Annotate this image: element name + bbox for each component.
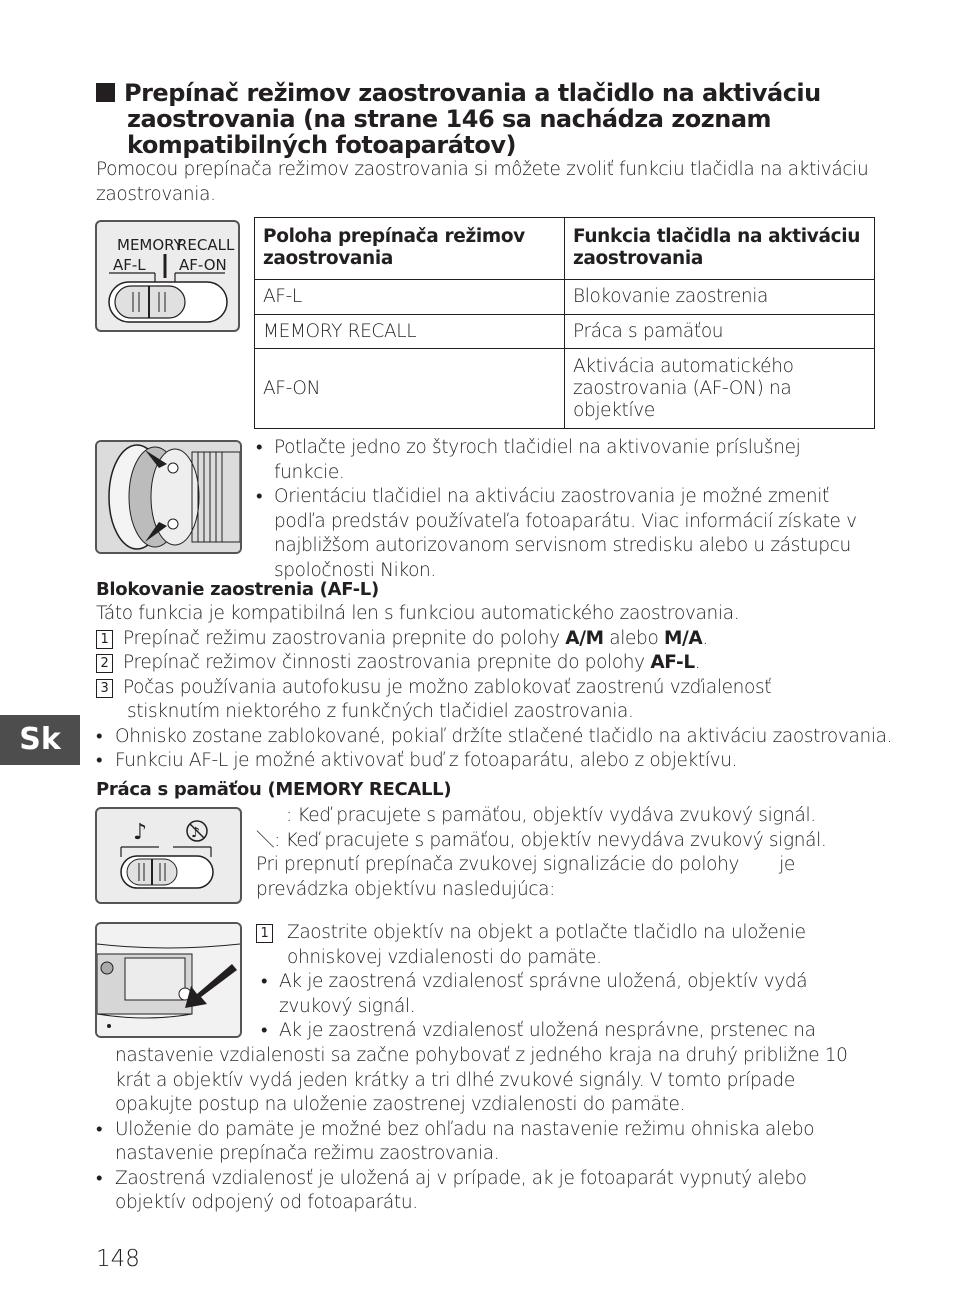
lens-memory-illustration-icon: [97, 924, 240, 1036]
focus-mode-table: [254, 217, 875, 429]
step-2: 2 Prepínač režimov činnosti zaostrovania prepnite do polohy AF-L.: [96, 651, 896, 676]
sound-on-icon: ♪: [133, 820, 148, 845]
focus-mode-switch-figure: [95, 220, 240, 332]
table-header-position: Poloha prepínača režimov zaostrovania: [255, 218, 565, 280]
step-1: 1 Prepínač režimu zaostrovania prepnite do polohy A/M alebo M/A.: [96, 627, 896, 652]
switch-label-afon: AF-ON: [179, 256, 227, 274]
svg-text:♪: ♪: [191, 825, 200, 841]
focus-switch-illustration-icon: [97, 222, 238, 330]
afl-title: Blokovanie zaostrenia (AF-L): [96, 579, 379, 600]
focus-buttons-figure: [95, 440, 242, 554]
list-item: • Uloženie do pamäte je možné bez ohľadu na nastavenie režimu ohniska alebo nastavenie prepínača režimu zaostrovania.: [96, 1118, 815, 1164]
memory-sound-text: : Keď pracujete s pamäťou, objektív vydáva zvukový signál. ＼: Keď pracujete s pamäťou, objektív nevydáva zvukový signál. Pri prepnutí prepínača zvukovej signalizácie do polohy je prevádzka objektívu nasledujúca:: [256, 805, 827, 900]
sound-switch-figure: [95, 807, 242, 904]
memory-steps: 1 Zaostrite objektív na objekt a potlačte tlačidlo na uloženie ohniskovej vzdialenosti do pamäte. • Ak je zaostrená vzdialenosť správne uložená, objektív vydá zvukový signál. • Ak je zaostrená vzdialenosť uložená nesprávne, prstenec na: [256, 921, 876, 1044]
page-number: 148: [96, 1246, 140, 1272]
sound-switch-illustration-icon: [97, 809, 240, 902]
switch-label-recall: RECALL: [177, 236, 235, 254]
lens-buttons-illustration-icon: [97, 442, 240, 552]
list-item: • Orientáciu tlačidiel na aktiváciu zaostrovania je možné zmeniť podľa predstáv používateľa fotoaparátu. Viac informácií získate v najbližšom autorizovanom servisnom stredisku alebo u zástupcu spoločnosti Nikon.: [256, 486, 857, 581]
list-item: • Zaostrená vzdialenosť je uložená aj v prípade, ak je fotoaparát vypnutý alebo objektív odpojený od fotoaparátu.: [96, 1167, 807, 1213]
sound-off-icon: [187, 821, 207, 841]
afl-section: Táto funkcia je kompatibilná len s funkciou automatického zaostrovania. 1 Prepínač režimu zaostrovania prepnite do polohy A/M alebo M/A. 2 Prepínač režimov činnosti zaostrovania prepnite do polohy AF-L. 3 Počas používania autofokusu je možno zablokovať zaostrenú vzďialenosť stisknutím niektorého z funkčných tlačidiel zaostrovania. • Ohnisko zostane zablokované, pokiaľ držíte stlačené tlačidlo na aktiváciu zaostrovania. • Funkciu AF-L je možné aktivovať buď z fotoaparátu, alebo z objektívu.: [96, 602, 896, 774]
button-notes: [256, 436, 876, 583]
list-item: • Ohnisko zostane zablokované, pokiaľ držíte stlačené tlačidlo na aktiváciu zaostrovania.: [96, 725, 893, 747]
list-item: • Funkciu AF-L je možné aktivovať buď z fotoaparátu, alebo z objektívu.: [96, 750, 738, 771]
table-header-function: Funkcia tlačidla na aktiváciu zaostrovania: [565, 218, 875, 280]
language-tab: Sk: [0, 715, 80, 765]
table-row: MEMORY RECALL Práca s pamäťou: [255, 315, 875, 349]
sound-off-indicator-icon: ＼: [256, 829, 275, 851]
memory-title: Práca s pamäťou (MEMORY RECALL): [96, 779, 452, 800]
list-item: • Potlačte jedno zo štyroch tlačidiel na aktivovanie príslušnej funkcie.: [256, 437, 801, 483]
switch-label-afl: AF-L: [113, 256, 146, 274]
switch-label-memory: MEMORY: [117, 236, 183, 254]
square-bullet-icon: [96, 83, 115, 102]
list-item: • Ak je zaostrená vzdialenosť správne uložená, objektív vydá zvukový signál.: [261, 971, 808, 1017]
table-row: AF-L Blokovanie zaostrenia: [255, 280, 875, 315]
memory-step-1: 1 Zaostrite objektív na objekt a potlačte tlačidlo na uloženie: [256, 921, 876, 946]
memory-continuation: nastavenie vzdialenosti sa začne pohybovať z jedného kraja na druhý približne 10 krát a objektív vydá jeden krátky a tri dlhé zvukové signály. V tomto prípade opakujte postup na uloženie zaostrenej vzdialenosti do pamäte. • Uloženie do pamäte je možné bez ohľadu na nastavenie režimu ohniska alebo nastavenie prepínača režimu zaostrovania. • Zaostrená vzdialenosť je uložená aj v prípade, ak je fotoaparát vypnutý alebo objektív odpojený od fotoaparátu.: [96, 1044, 886, 1216]
section-title: Prepínač režimov zaostrovania a tlačidlo na aktiváciu zaostrovania (na strane 146 sa nachádza zoznam kompatibilných fotoaparátov): [96, 80, 821, 158]
table-row: AF-ON Aktivácia automatického zaostrovania (AF-ON) na objektíve: [255, 349, 875, 429]
step-3: 3 Počas používania autofokusu je možno zablokovať zaostrenú vzďialenosť: [96, 676, 896, 701]
memory-button-figure: [95, 922, 242, 1038]
list-item: • Ak je zaostrená vzdialenosť uložená nesprávne, prstenec na: [261, 1020, 816, 1041]
intro-text: Pomocou prepínača režimov zaostrovania si môžete zvoliť funkciu tlačidla na aktiváciu zaostrovania.: [96, 159, 869, 205]
